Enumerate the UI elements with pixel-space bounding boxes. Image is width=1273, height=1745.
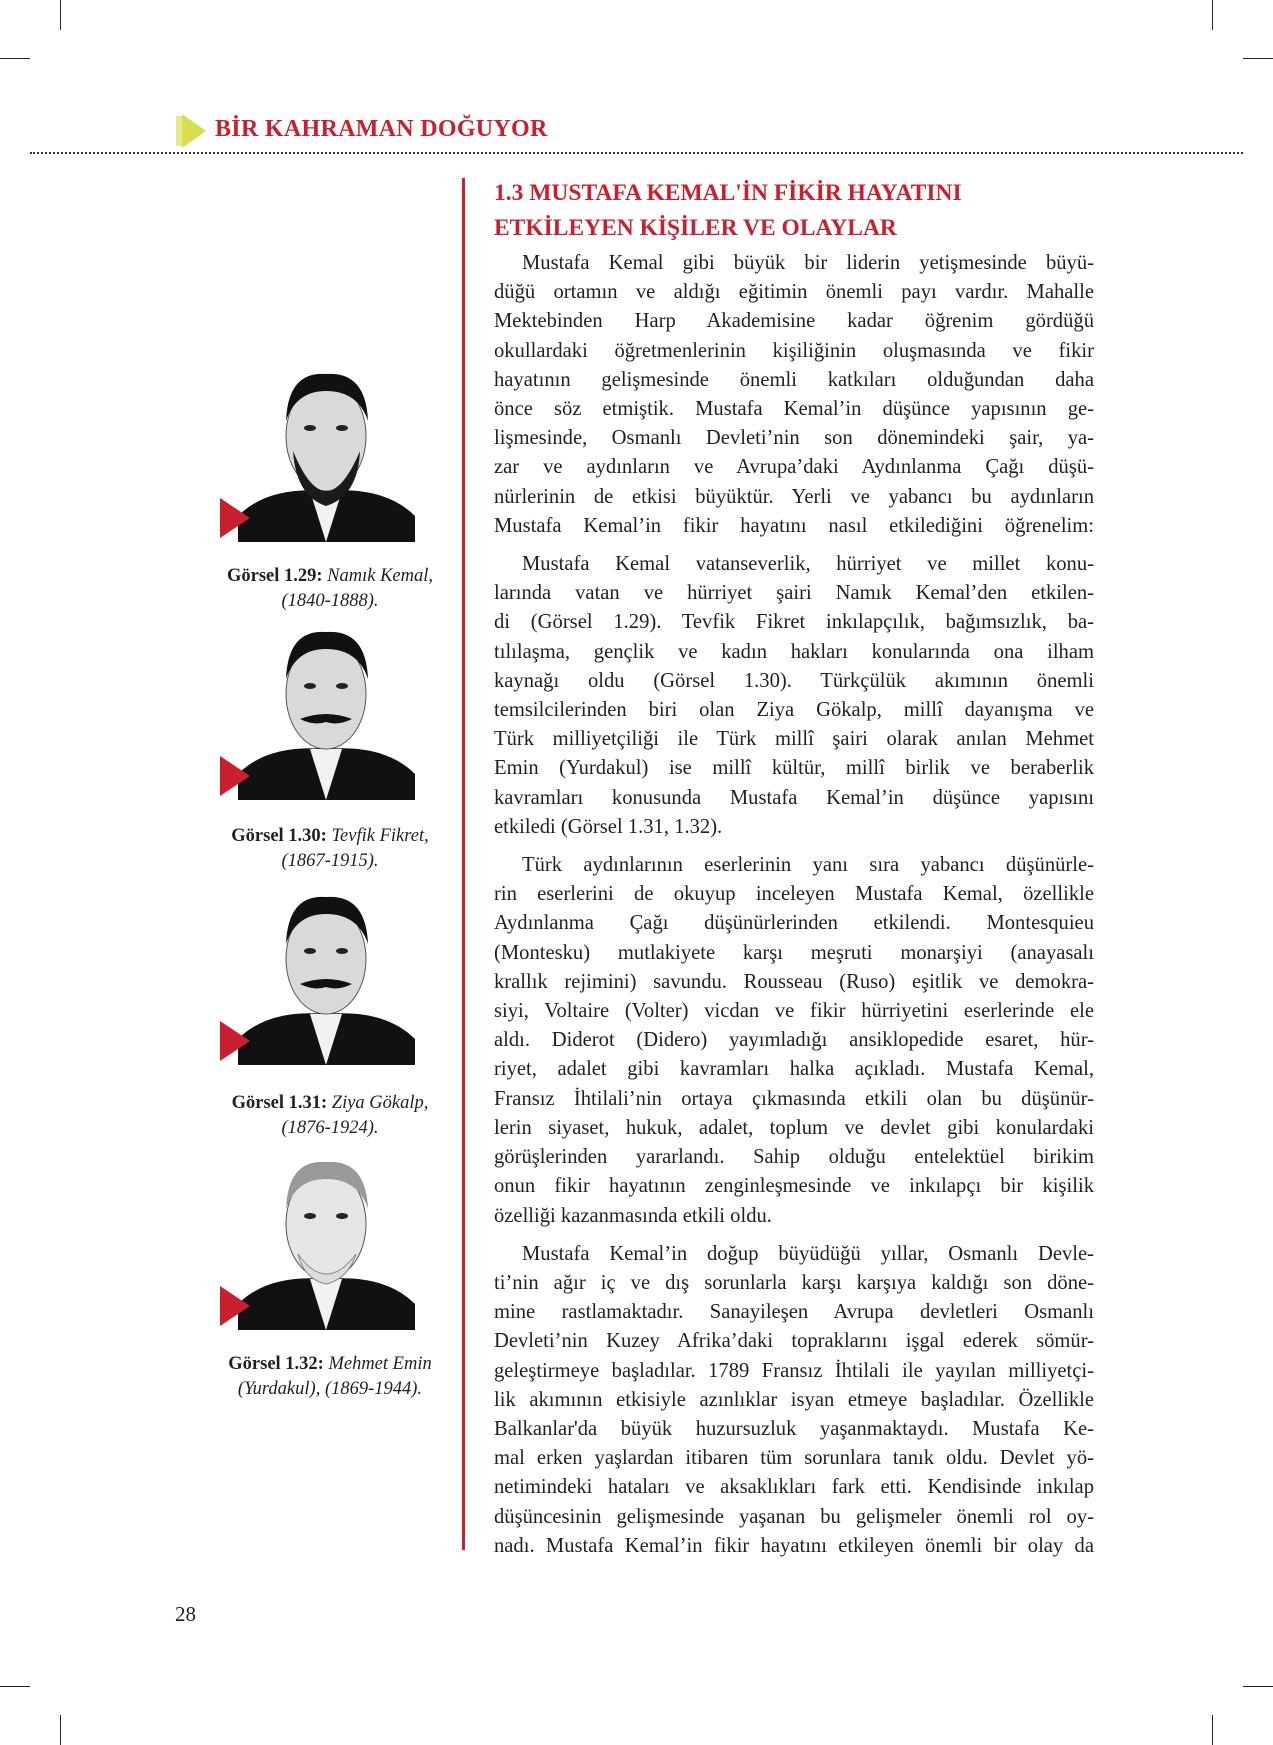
caption-label: Görsel 1.32: <box>228 1354 324 1374</box>
caption-name: Tevfik Fikret, <box>331 826 429 846</box>
figure-marker-icon <box>220 1021 250 1061</box>
text-line: etkiledi (Görsel 1.31, 1.32). <box>494 815 723 838</box>
heading-line: ETKİLEYEN KİŞİLER VE OLAYLAR <box>494 215 897 241</box>
text-line: mal erken yaşlardan itibaren tüm sorunlara tanık oldu. Devlet yö- <box>494 1447 1094 1470</box>
figure-marker-icon <box>220 1286 250 1326</box>
text-line: Emin (Yurdakul) ise millî kültür, millî birlik ve beraberlik <box>494 757 1094 780</box>
text-line: okullardaki öğretmenlerinin kişiliğinin oluşmasında ve fikir <box>494 339 1094 362</box>
text-line: Mustafa Kemal’in doğup büyüdüğü yıllar, Osmanlı Devle- <box>522 1242 1094 1265</box>
portrait-image <box>238 614 415 800</box>
caption-label: Görsel 1.29: <box>226 566 323 586</box>
section-title: BİR KAHRAMAN DOĞUYOR <box>215 116 548 142</box>
portrait-image <box>238 879 415 1065</box>
text-line: aldı. Diderot (Didero) yayımladığı ansiklopedide esaret, hür- <box>494 1029 1094 1052</box>
text-line: düğü ortamın ve aldığı eğitimin önemli payı vardır. Mahalle <box>494 281 1094 304</box>
text-line: kavramları konusunda Mustafa Kemal’in düşünce yapısını <box>494 786 1094 809</box>
portrait-image <box>238 1144 415 1330</box>
chapter-heading <box>494 176 962 246</box>
text-line: Fransız İhtilali’nin ortaya çıkmasında etkili olan bu düşünür- <box>494 1087 1094 1110</box>
crop-mark <box>0 1686 30 1687</box>
text-line: Mustafa Kemal vatanseverlik, hürriyet ve millet konu- <box>522 553 1094 576</box>
section-arrow-icon <box>176 114 208 148</box>
text-line: lişmesinde, Osmanlı Devleti’nin son dönemindeki şair, ya- <box>494 427 1094 450</box>
caption-name: Mehmet Emin <box>328 1354 432 1374</box>
text-line: nadı. Mustafa Kemal’in fikir hayatını etkileyen önemli bir olay da <box>494 1534 1094 1557</box>
paragraph <box>494 550 1094 842</box>
crop-mark <box>1243 1686 1273 1687</box>
paragraph <box>494 851 1094 1231</box>
text-line: görüşlerinden yararlandı. Sahip olduğu entelektüel birikim <box>494 1146 1094 1169</box>
text-line: Devleti’nin Kuzey Afrika’daki topraklarını işgal ederek sömür- <box>494 1330 1094 1353</box>
text-line: tılılaşma, gençlik ve kadın hakları konularında ona ilham <box>494 640 1094 663</box>
caption-years: (1876-1924). <box>281 1118 379 1138</box>
text-line: di (Görsel 1.29). Tevfik Fikret inkılapçılık, bağımsızlık, ba- <box>494 611 1094 634</box>
text-line: Balkanlar'da büyük huzursuzluk yaşanmaktaydı. Mustafa Ke- <box>494 1417 1094 1440</box>
text-line: temsilcilerinden biri olan Ziya Gökalp, millî dayanışma ve <box>494 699 1094 722</box>
text-line: onun fikir hayatının zenginleşmesinde ve inkılapçı bir kişilik <box>494 1175 1094 1198</box>
text-line: Mustafa Kemal gibi büyük bir liderin yetişmesinde büyü- <box>522 252 1094 274</box>
text-line: ti’nin ağır iç ve dış sorunlarla karşı karşıya kaldığı son döne- <box>494 1271 1094 1294</box>
text-line: Mektebinden Harp Akademisine kadar öğrenim gördüğü <box>494 310 1094 333</box>
crop-mark <box>1212 0 1213 30</box>
text-line: siyi, Voltaire (Volter) vicdan ve fikir hürriyetini eserlerinde ele <box>494 1000 1094 1023</box>
header-divider <box>30 152 1243 154</box>
text-line: riyet, adalet gibi kavramları halka açıkladı. Mustafa Kemal, <box>494 1058 1094 1081</box>
caption-name: Namık Kemal, <box>327 566 434 586</box>
paragraph <box>494 1240 1094 1561</box>
text-line: mine rastlamaktadır. Sanayileşen Avrupa devletleri Osmanlı <box>494 1301 1094 1324</box>
text-line: önce söz etmiştik. Mustafa Kemal’in düşünce yapısının ge- <box>494 398 1094 421</box>
figure-caption <box>200 564 460 614</box>
figure-caption <box>200 1352 460 1402</box>
figure-marker-icon <box>220 756 250 796</box>
crop-mark <box>60 1715 61 1745</box>
figure-caption <box>200 1091 460 1141</box>
caption-label: Görsel 1.30: <box>231 826 327 846</box>
text-line: hayatının gelişmesinde önemli katkıları olduğundan daha <box>494 368 1094 391</box>
text-line: (Montesku) mutlakiyete karşı meşruti monarşiyi (anayasalı <box>494 941 1094 964</box>
caption-label: Görsel 1.31: <box>231 1093 328 1113</box>
text-line: kaynağı oldu (Görsel 1.30). Türkçülük akımının önemli <box>494 669 1094 692</box>
page-number: 28 <box>175 1602 196 1626</box>
text-line: Aydınlanma Çağı düşünürlerinden etkilendi. Montesquieu <box>494 912 1094 935</box>
text-line: düşüncesinin gelişmesinde yaşanan bu gelişmeler önemli rol oy- <box>494 1505 1094 1528</box>
crop-mark <box>1243 58 1273 59</box>
text-line: larında vatan ve hürriyet şairi Namık Kemal’den etkilen- <box>494 582 1094 605</box>
text-line: lerin siyaset, hukuk, adalet, toplum ve devlet gibi konulardaki <box>494 1116 1094 1139</box>
text-line: netimindeki hataları ve aksaklıkları fark etti. Kendisinde inkılap <box>494 1476 1094 1499</box>
figure-caption <box>200 824 460 874</box>
text-line: Türk milliyetçiliği ile Türk millî şairi olarak anılan Mehmet <box>494 728 1094 751</box>
crop-mark <box>0 58 30 59</box>
text-line: rin eserlerini de okuyup inceleyen Mustafa Kemal, özellikle <box>494 883 1094 906</box>
paragraph <box>494 249 1094 541</box>
text-line: Türk aydınlarının eserlerinin yanı sıra yabancı düşünürle- <box>522 854 1094 877</box>
caption-years: (1867-1915). <box>281 851 379 871</box>
text-line: krallık rejimini) savundu. Rousseau (Ruso) eşitlik ve demokra- <box>494 970 1094 993</box>
heading-line: 1.3 MUSTAFA KEMAL'İN FİKİR HAYATINI <box>494 180 962 206</box>
caption-name: Ziya Gökalp, <box>331 1093 429 1113</box>
figure-marker-icon <box>220 498 250 538</box>
caption-years: (Yurdakul), (1869-1944). <box>237 1379 423 1399</box>
text-line: nürlerinin de etkisi büyüktür. Yerli ve yabancı bu aydınların <box>494 485 1094 508</box>
text-line: özelliği kazanmasında etkili oldu. <box>494 1204 772 1227</box>
portrait-image <box>238 356 415 542</box>
text-line: lik akımının etkisiyle azınlıklar isyan etmeye başladılar. Özellikle <box>494 1388 1094 1411</box>
crop-mark <box>1212 1715 1213 1745</box>
crop-mark <box>60 0 61 30</box>
text-line: geleştirmeye başladılar. 1789 Fransız İhtilali ile yayılan milliyetçi- <box>494 1359 1094 1382</box>
text-line: zar ve aydınların ve Avrupa’daki Aydınlanma Çağı düşü- <box>494 456 1094 479</box>
body-text <box>494 249 1094 1570</box>
text-line: Mustafa Kemal’in fikir hayatını nasıl etkilediğini öğrenelim: <box>494 514 1094 537</box>
caption-years: (1840-1888). <box>281 591 379 611</box>
column-divider <box>462 178 465 1550</box>
